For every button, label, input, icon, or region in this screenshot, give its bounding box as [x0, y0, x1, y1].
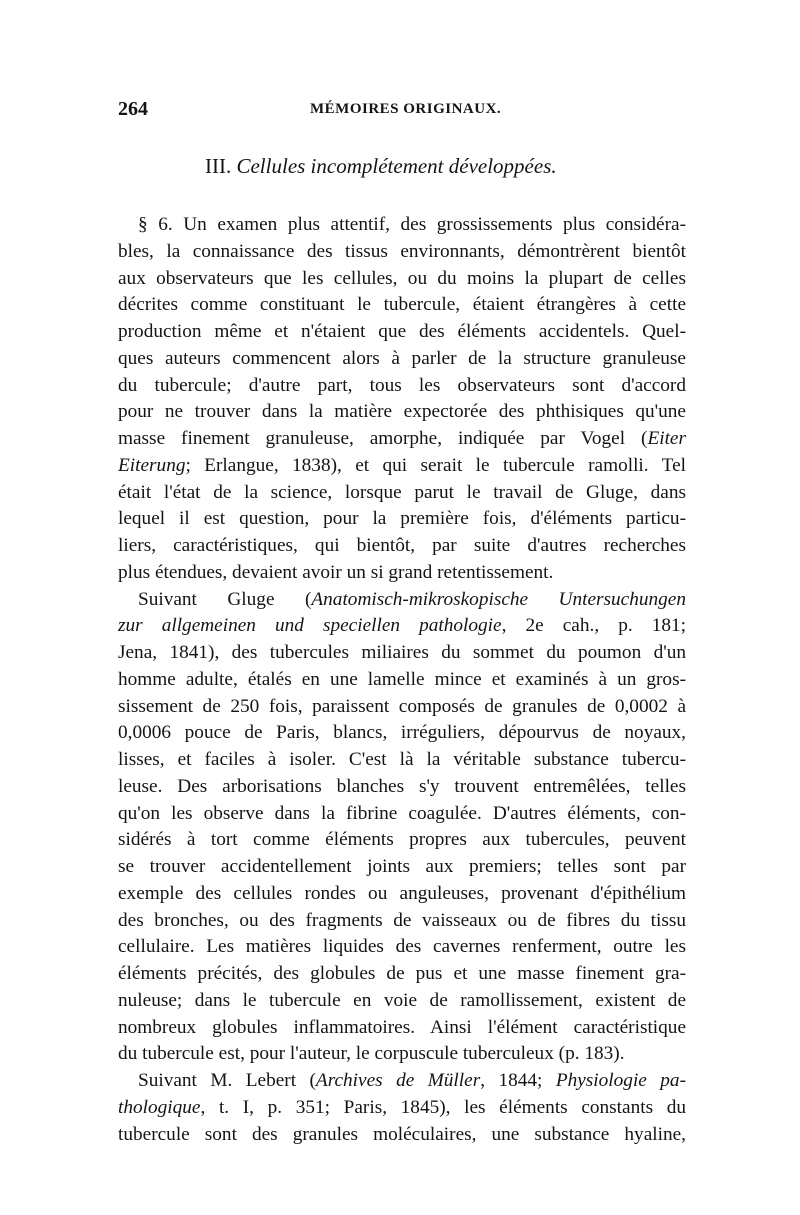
text-run: Eiter: [647, 428, 686, 449]
text-run: exemple des cellules rondes ou anguleuses, provenant d'épithélium: [118, 882, 686, 904]
text-run: , t. I, p. 351; Paris, 1845), les éléments constants du: [200, 1096, 686, 1118]
text-run: Suivant M. Lebert (: [138, 1070, 316, 1091]
text-run: bles, la connaissance des tissus environnants, démontrèrent bientôt: [118, 240, 686, 262]
text-run: liers, caractéristiques, qui bientôt, par suite d'autres recherches: [118, 535, 686, 556]
text-line: [118, 560, 686, 587]
text-line: [118, 667, 686, 694]
text-line: [118, 881, 686, 908]
text-line: [118, 587, 686, 614]
text-run: éléments précités, des globules de pus et une masse finement gra-: [118, 963, 686, 984]
text-run: homme adulte, étalés en une lamelle mince et examinés à un gros-: [118, 668, 686, 690]
text-line: [118, 292, 686, 319]
body-text: [118, 212, 686, 1148]
text-run: Archives de Müller: [315, 1070, 481, 1091]
text-line: [118, 453, 686, 480]
text-line: [118, 934, 686, 961]
text-line: [118, 1068, 686, 1095]
section-title: Cellules incomplétement développées.: [236, 154, 557, 178]
text-run: leuse. Des arborisations blanches s'y trouvent entremêlées, telles: [118, 775, 686, 797]
text-line: [118, 506, 686, 533]
text-line: [118, 694, 686, 721]
text-line: [118, 480, 686, 507]
text-run: , 1844;: [480, 1070, 556, 1091]
text-run: Suivant Gluge (: [138, 588, 312, 610]
text-run: qu'on les observe dans la fibrine coagulée. D'autres éléments, con-: [118, 802, 686, 824]
text-line: [118, 239, 686, 266]
text-run: Physiologie pa-: [555, 1070, 686, 1091]
text-line: [118, 774, 686, 801]
text-line: [118, 399, 686, 426]
text-run: nuleuse; dans le tubercule en voie de ramollissement, existent de: [118, 989, 686, 1011]
text-run: du tubercule est, pour l'auteur, le corpuscule tuberculeux (p. 183).: [118, 1043, 625, 1065]
text-run: thologique: [118, 1096, 201, 1118]
section-number: III.: [205, 154, 232, 178]
text-run: tubercule sont des granules moléculaires, une substance hyaline,: [118, 1123, 686, 1145]
text-line: [118, 319, 686, 346]
text-line: [118, 801, 686, 828]
text-run: Jena, 1841), des tubercules miliaires du sommet du poumon d'un: [118, 642, 686, 663]
text-line: [118, 1095, 686, 1122]
text-line: [118, 346, 686, 373]
text-run: § 6. Un examen plus attentif, des grossissements plus considéra-: [138, 214, 686, 235]
text-run: lequel il est question, pour la première fois, d'éléments particu-: [118, 508, 686, 530]
text-line: [118, 827, 686, 854]
text-line: [118, 1122, 686, 1149]
text-run: du tubercule; d'autre part, tous les observateurs sont d'accord: [118, 374, 686, 396]
section-heading: [205, 154, 557, 179]
page-header: [118, 98, 685, 124]
text-run: production même et n'étaient que des éléments accidentels. Quel-: [118, 321, 686, 342]
text-run: nombreux globules inflammatoires. Ainsi l'élément caractéristique: [118, 1016, 686, 1038]
text-run: cellulaire. Les matières liquides des cavernes renferment, outre les: [118, 936, 686, 958]
text-run: plus étendues, devaient avoir un si grand retentissement.: [118, 561, 554, 583]
text-run: , 2e cah., p. 181;: [501, 615, 686, 637]
text-run: sissement de 250 fois, paraissent composés de granules de 0,0002 à: [118, 695, 686, 717]
text-run: zur allgemeinen und speciellen pathologie: [118, 615, 502, 637]
text-run: masse finement granuleuse, amorphe, indiquée par Vogel (: [118, 428, 648, 449]
text-run: sidérés à tort comme éléments propres aux tubercules, peuvent: [118, 829, 686, 851]
text-run: ques auteurs commencent alors à parler de la structure granuleuse: [118, 347, 686, 369]
text-run: pour ne trouver dans la matière expectorée des phthisiques qu'une: [118, 401, 686, 423]
text-line: [118, 640, 686, 667]
text-run: Eiterung: [118, 454, 186, 476]
text-line: [118, 212, 686, 239]
running-head: MÉMOIRES ORIGINAUX.: [310, 101, 502, 117]
text-run: ; Erlangue, 1838), et qui serait le tubercule ramolli. Tel: [185, 454, 686, 476]
text-line: [118, 1041, 686, 1068]
text-line: [118, 426, 686, 453]
text-line: [118, 720, 686, 747]
text-line: [118, 533, 686, 560]
text-line: [118, 266, 686, 293]
text-line: [118, 988, 686, 1015]
text-run: des bronches, ou des fragments de vaisseaux ou de fibres du tissu: [118, 909, 686, 931]
text-line: [118, 373, 686, 400]
text-run: était l'état de la science, lorsque parut le travail de Gluge, dans: [118, 481, 686, 503]
text-line: [118, 1015, 686, 1042]
text-run: 0,0006 pouce de Paris, blancs, irréguliers, dépourvus de noyaux,: [118, 722, 686, 744]
text-run: décrites comme constituant le tubercule, étaient étrangères à cette: [118, 294, 686, 316]
text-run: aux observateurs que les cellules, ou du moins la plupart de celles: [118, 267, 686, 289]
text-line: [118, 747, 686, 774]
text-line: [118, 854, 686, 881]
text-line: [118, 908, 686, 935]
text-run: Anatomisch-mikroskopische Untersuchungen: [311, 588, 686, 610]
text-run: lisses, et faciles à isoler. C'est là la véritable substance tubercu-: [118, 749, 686, 770]
page-number: 264: [118, 98, 148, 120]
text-line: [118, 613, 686, 640]
text-run: se trouver accidentellement joints aux premiers; telles sont par: [118, 856, 686, 877]
text-line: [118, 961, 686, 988]
